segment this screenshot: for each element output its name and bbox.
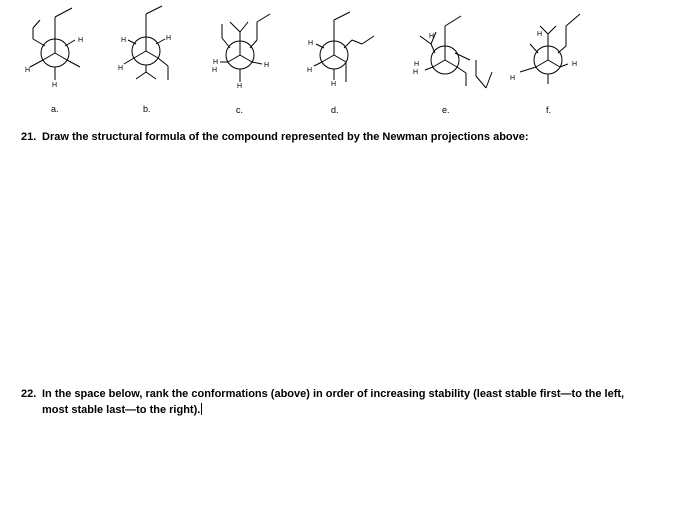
h-label: H xyxy=(413,69,419,76)
h-label: H xyxy=(429,33,435,40)
h-label: H xyxy=(237,83,243,90)
hydrogen-atom-labels xyxy=(25,31,577,90)
newman-projection-e xyxy=(420,16,492,88)
text-cursor xyxy=(201,403,202,415)
h-label: H xyxy=(331,81,337,88)
projection-label-f: f. xyxy=(546,105,552,115)
question-number: 22. xyxy=(21,388,37,400)
h-label: H xyxy=(537,31,543,38)
projection-label-d: d. xyxy=(331,105,339,115)
h-label: H xyxy=(166,35,172,42)
newman-projection-f xyxy=(520,14,580,84)
newman-projection-d xyxy=(314,12,374,82)
question-text-line-1: In the space below, rank the conformations (above) in order of increasing stability (least stable first—to the left, xyxy=(42,388,625,400)
h-label: H xyxy=(572,61,578,68)
question-text: Draw the structural formula of the compound represented by the Newman projections above: xyxy=(42,131,529,143)
projection-label-c: c. xyxy=(236,105,244,115)
h-label: H xyxy=(52,82,58,89)
newman-projection-b xyxy=(124,6,168,80)
question-number: 21. xyxy=(21,131,37,143)
projection-label-b: b. xyxy=(143,104,151,114)
h-label: H xyxy=(25,67,31,74)
h-label: H xyxy=(121,37,127,44)
h-label: H xyxy=(118,65,124,72)
h-label: H xyxy=(308,40,314,47)
h-label: H xyxy=(510,75,516,82)
h-label: H xyxy=(264,62,270,69)
projection-label-a: a. xyxy=(51,104,59,114)
question-text-line-2: most stable last—to the right). xyxy=(42,404,201,416)
newman-projections-figure xyxy=(0,0,682,125)
projection-label-e: e. xyxy=(442,105,450,115)
h-label: H xyxy=(414,61,420,68)
h-label: H xyxy=(212,67,218,74)
h-label: H xyxy=(307,67,313,74)
newman-projection-c xyxy=(220,14,270,82)
question-22 xyxy=(21,386,661,418)
h-label: H xyxy=(78,37,84,44)
newman-projection-a xyxy=(30,8,80,80)
question-21 xyxy=(21,129,661,145)
h-label: H xyxy=(213,59,219,66)
